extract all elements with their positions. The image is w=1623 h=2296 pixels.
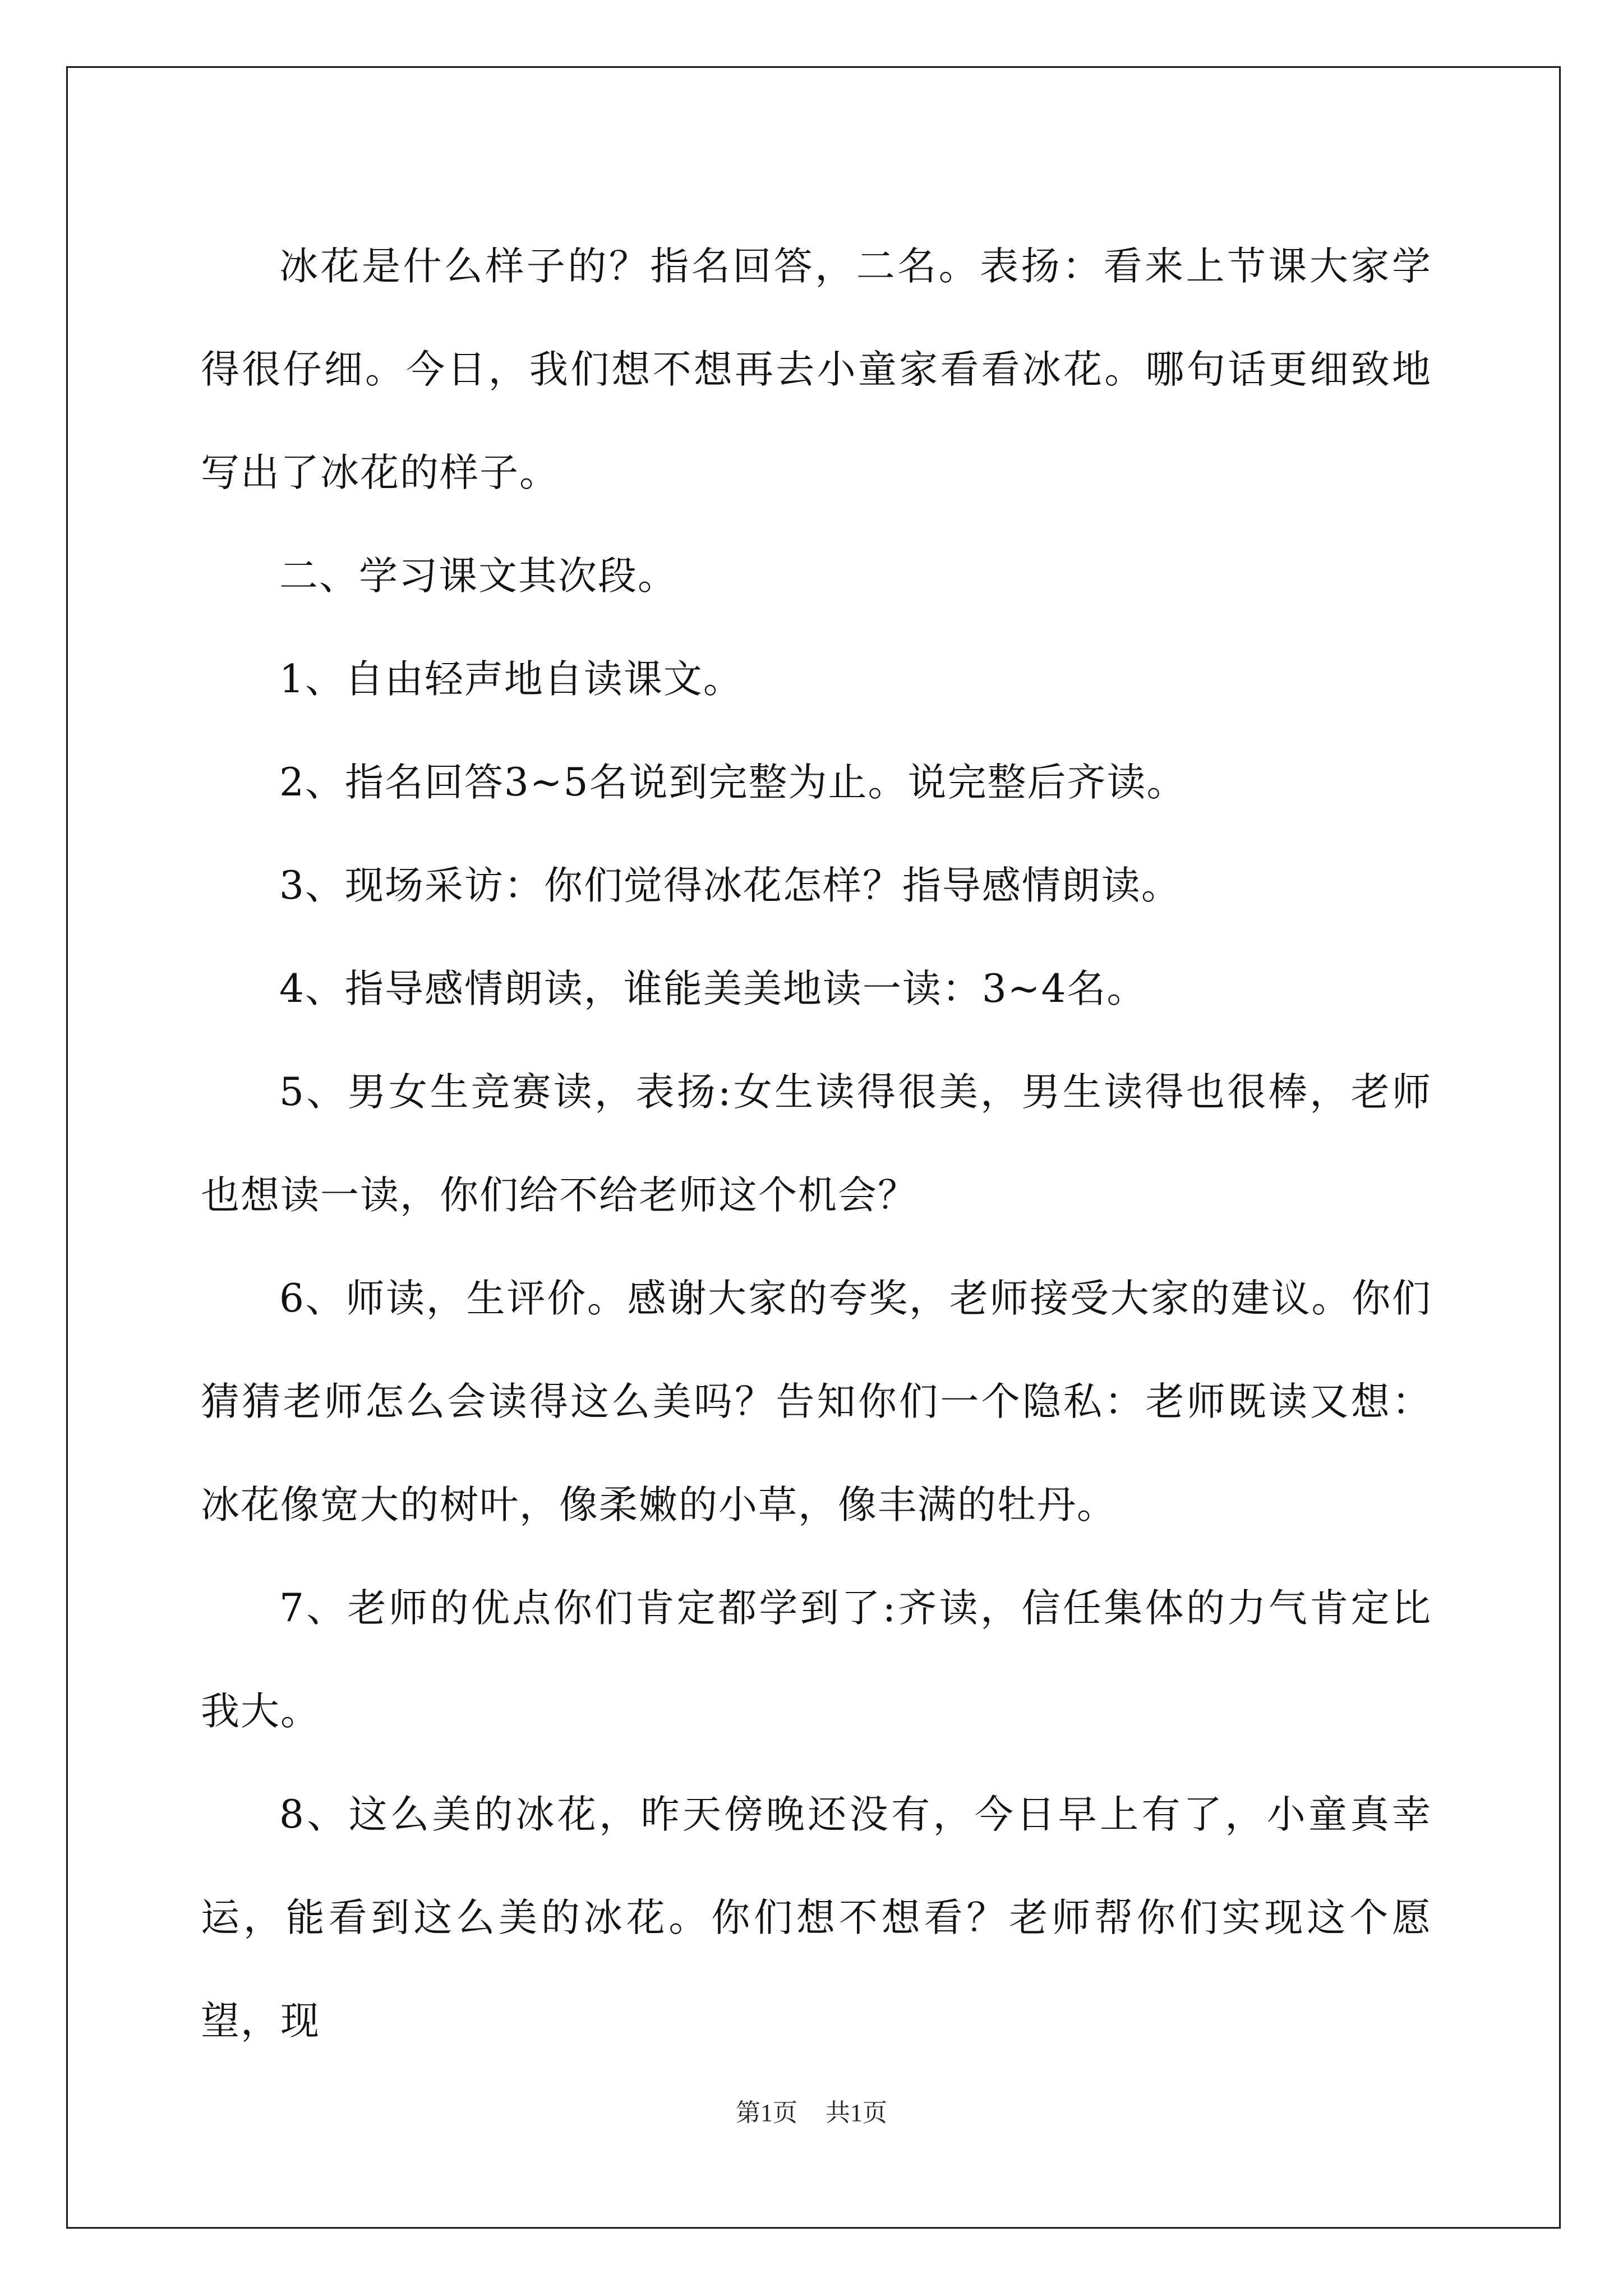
paragraph: 二、学习课文其次段。 [279, 554, 677, 599]
paragraph: 8、这么美的冰花，昨天傍晚还没有，今日早上有了，小童真幸运，能看到这么美的冰花。你们想不想看？老师帮你们实现这个愿望，现 [201, 1792, 1432, 2044]
paragraph: 6、师读，生评价。感谢大家的夸奖，老师接受大家的建议。你们猜猜老师怎么会读得这么美吗？告知你们一个隐私：老师既读又想：冰花像宽大的树叶，像柔嫩的小草，像丰满的牡丹。 [201, 1276, 1432, 1527]
paragraph: 冰花是什么样子的？指名回答，二名。表扬：看来上节课大家学得很仔细。今日，我们想不想再去小童家看看冰花。哪句话更细致地写出了冰花的样子。 [201, 244, 1432, 495]
paragraph: 2、指名回答3~5名说到完整为止。说完整后齐读。 [279, 760, 1187, 805]
page-total: 共1页 [826, 2099, 887, 2127]
paragraph: 1、自由轻声地自读课文。 [279, 657, 743, 702]
document-body [201, 215, 1432, 2073]
page-footer [0, 2092, 1623, 2128]
paragraph: 7、老师的优点你们肯定都学到了:齐读，信任集体的力气肯定比我大。 [201, 1586, 1432, 1734]
paragraph: 3、现场采访：你们觉得冰花怎样？指导感情朗读。 [279, 863, 1181, 908]
page-number: 第1页 [736, 2099, 797, 2127]
paragraph: 4、指导感情朗读，谁能美美地读一读：3~4名。 [279, 967, 1147, 1011]
paragraph: 5、男女生竞赛读，表扬:女生读得很美，男生读得也很棒，老师也想读一读，你们给不给老师这个机会？ [201, 1070, 1432, 1218]
